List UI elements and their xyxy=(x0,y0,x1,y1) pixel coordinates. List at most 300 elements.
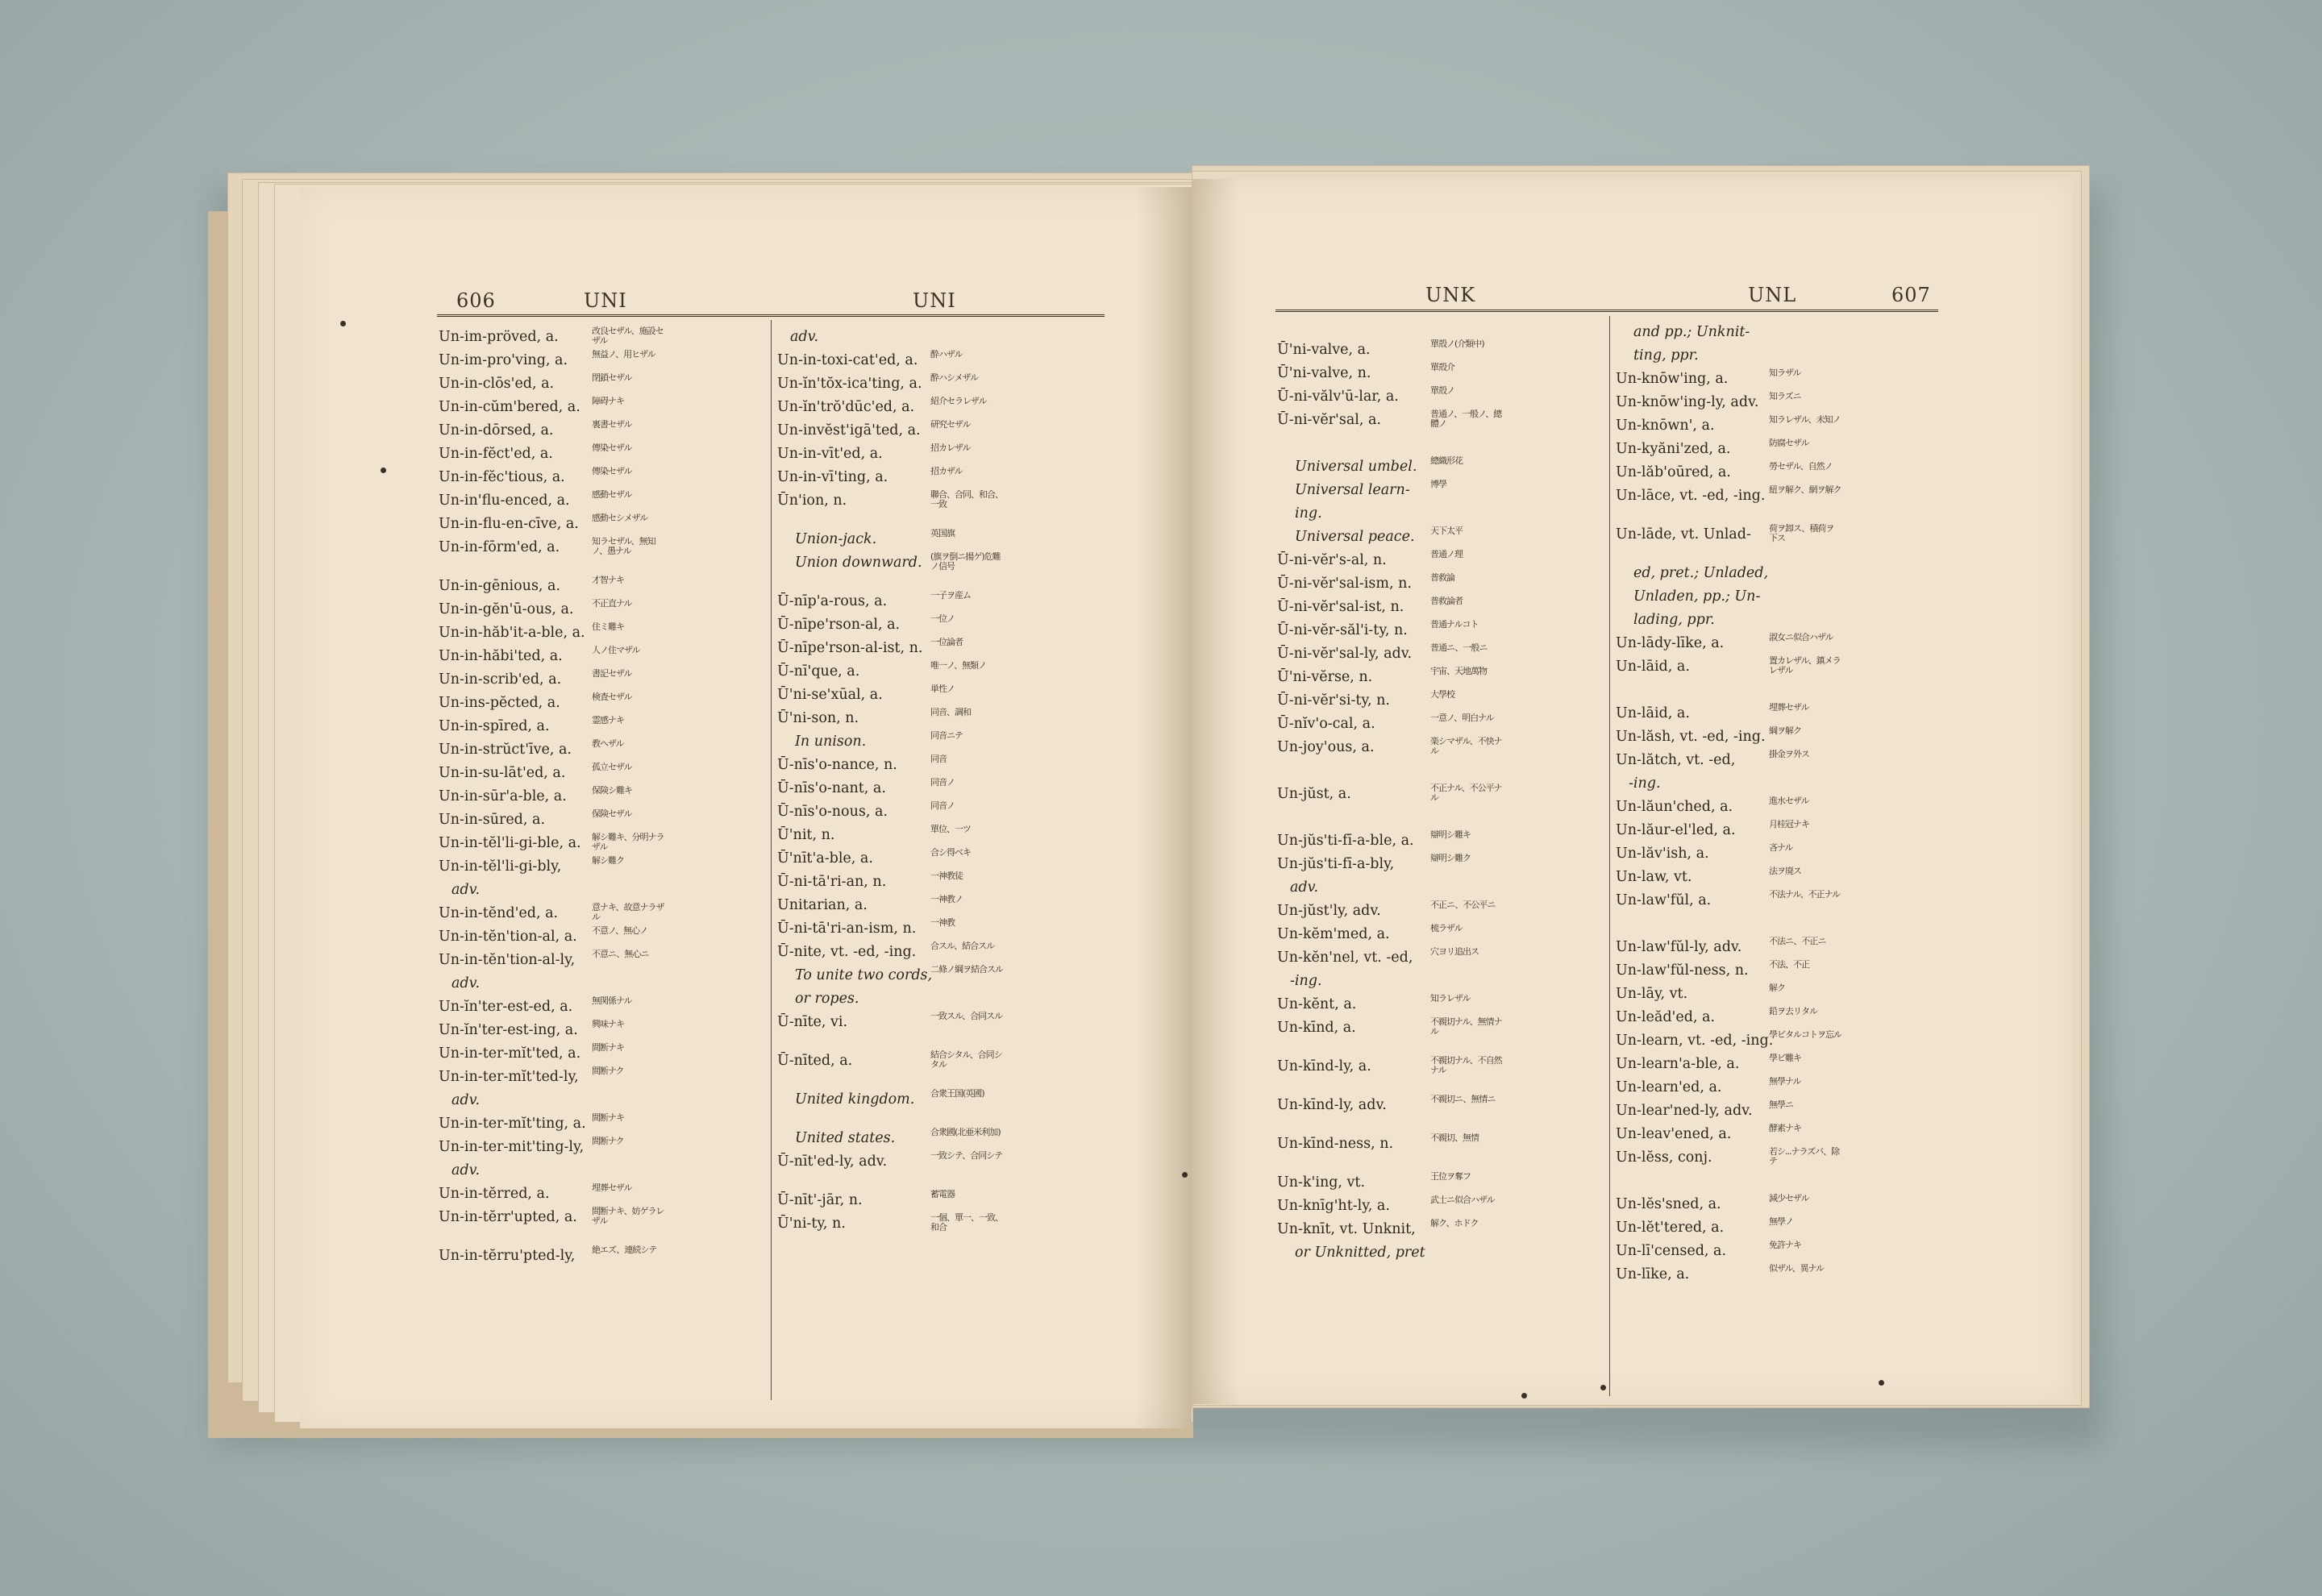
dictionary-entry xyxy=(439,855,764,879)
headword: Ū'nit, n. xyxy=(777,827,835,843)
dictionary-entry xyxy=(1616,414,1941,438)
dictionary-entry xyxy=(1277,970,1603,993)
dictionary-entry xyxy=(1616,344,1941,368)
headword: Ū-nīte, vi. xyxy=(777,1014,848,1030)
dictionary-entry xyxy=(439,1042,764,1066)
dictionary-entry xyxy=(777,917,1103,941)
japanese-gloss: 同音、調和 xyxy=(930,708,971,717)
dictionary-entry xyxy=(777,847,1103,871)
column-divider xyxy=(771,320,772,1400)
dictionary-entry xyxy=(777,871,1103,894)
headword: Ū-nīpe'rson-al-ist, n. xyxy=(777,640,923,656)
dictionary-entry xyxy=(777,800,1103,824)
headword: Un-in-tĕl'li-gi-bly, xyxy=(439,858,562,875)
dictionary-entry xyxy=(439,832,764,855)
dictionary-entry xyxy=(1277,1016,1603,1055)
headword: United kingdom. xyxy=(795,1091,915,1108)
headword: Ū'ni-valve, n. xyxy=(1277,365,1371,381)
headword: Un-in-tĕnd'ed, a. xyxy=(439,905,559,921)
headword: Un-in-hăbi'ted, a. xyxy=(439,648,563,664)
japanese-gloss: 同音ニテ xyxy=(930,731,963,741)
dictionary-entry xyxy=(1277,783,1603,829)
headword: -ing. xyxy=(1290,973,1322,989)
column xyxy=(1277,339,1603,1265)
headword: Un-lăb'oūred, a. xyxy=(1616,464,1731,480)
japanese-gloss: 間断ナク xyxy=(592,1137,624,1146)
japanese-gloss: 改良セザル、施設セザル xyxy=(592,326,664,346)
headword: Un-kīnd, a. xyxy=(1277,1020,1356,1036)
dictionary-entry xyxy=(1616,889,1941,936)
dictionary-entry xyxy=(777,754,1103,777)
japanese-gloss: 單位、一ツ xyxy=(930,825,971,834)
headword: Un-in-ter-mĭt'ting, a. xyxy=(439,1116,586,1132)
japanese-gloss: 研究セザル xyxy=(930,420,971,430)
dictionary-entry xyxy=(1616,819,1941,842)
dictionary-entry xyxy=(1277,1171,1603,1195)
dictionary-entry xyxy=(777,1011,1103,1049)
japanese-gloss: 英国旗 xyxy=(930,529,955,538)
japanese-gloss: 單殻介 xyxy=(1430,363,1454,372)
dictionary-entry xyxy=(1277,385,1603,409)
japanese-gloss: 感動セシメザル xyxy=(592,513,648,523)
headword: Un-lăv'ish, a. xyxy=(1616,846,1709,862)
dictionary-entry xyxy=(439,645,764,668)
headword: Unladen, pp.; Un- xyxy=(1633,588,1761,605)
dictionary-entry xyxy=(439,489,764,513)
japanese-gloss: 學ビタルコトヲ忘ル xyxy=(1769,1030,1841,1040)
japanese-gloss: 知ラズニ xyxy=(1769,392,1801,401)
column xyxy=(1616,321,1941,1302)
japanese-gloss: 減少セザル xyxy=(1769,1194,1809,1203)
headword: Ū-ni-vălv'ū-lar, a. xyxy=(1277,389,1399,405)
dictionary-entry xyxy=(1616,1123,1941,1146)
japanese-gloss: 酵素ナキ xyxy=(1769,1124,1801,1133)
headword: Un-in-ter-mĭt'ted, a. xyxy=(439,1045,581,1062)
japanese-gloss: 教ヘザル xyxy=(592,739,624,749)
dictionary-entry xyxy=(439,575,764,598)
dictionary-entry xyxy=(1277,455,1603,479)
headword: Un-kĕm'med, a. xyxy=(1277,926,1390,942)
japanese-gloss: 同音 xyxy=(930,754,947,764)
headword: Un-learn'a-ble, a. xyxy=(1616,1056,1740,1072)
headword: Un-knōwn', a. xyxy=(1616,418,1715,434)
japanese-gloss: 解ク、ホドク xyxy=(1430,1219,1479,1228)
japanese-gloss: 間断ナキ、妨ゲラレザル xyxy=(592,1207,664,1226)
speck xyxy=(1600,1385,1606,1390)
dictionary-entry xyxy=(439,1019,764,1042)
dictionary-entry xyxy=(439,1089,764,1112)
japanese-gloss: 不法ナル、不正ナル xyxy=(1769,890,1841,900)
headword: Ū'ni-son, n. xyxy=(777,710,859,726)
dictionary-entry xyxy=(1616,1193,1941,1216)
japanese-gloss: 普救論者 xyxy=(1430,596,1463,606)
japanese-gloss: 合衆國(北亜米利加) xyxy=(930,1128,1001,1137)
speck xyxy=(1182,1172,1188,1178)
dictionary-entry xyxy=(1616,1099,1941,1123)
japanese-gloss: 書記セザル xyxy=(592,669,632,679)
dictionary-entry xyxy=(439,785,764,808)
headword: or Unknitted, pret xyxy=(1295,1245,1425,1261)
headword: Ū-nīt'-jār, n. xyxy=(777,1192,863,1208)
japanese-gloss: 埋葬セザル xyxy=(592,1183,632,1193)
dictionary-entry xyxy=(1616,391,1941,414)
japanese-gloss: 紹介セラレザル xyxy=(930,397,987,406)
headword: United states. xyxy=(795,1130,896,1146)
headword: and pp.; Unknit- xyxy=(1633,324,1750,340)
dictionary-entry xyxy=(1616,1263,1941,1302)
dictionary-entry xyxy=(1616,702,1941,725)
headword: ing. xyxy=(1295,505,1322,522)
guide-word-left: UNK xyxy=(1425,284,1476,306)
dictionary-entry xyxy=(1616,772,1941,796)
dictionary-entry xyxy=(777,730,1103,754)
dictionary-entry xyxy=(1277,362,1603,385)
japanese-gloss: 傳染セザル xyxy=(592,467,632,476)
dictionary-entry xyxy=(1616,1006,1941,1029)
japanese-gloss: 不法ニ、不正ニ xyxy=(1769,937,1826,946)
headword: Ū-nī'que, a. xyxy=(777,663,860,680)
dictionary-entry xyxy=(777,372,1103,396)
headword: Ū'nīt'a-ble, a. xyxy=(777,850,873,867)
japanese-gloss: 免許ナキ xyxy=(1769,1241,1801,1250)
japanese-gloss: 間断ナキ xyxy=(592,1113,624,1123)
guide-word-left: UNI xyxy=(584,289,627,312)
japanese-gloss: 王位ヲ奪フ xyxy=(1430,1172,1471,1182)
dictionary-entry xyxy=(777,1088,1103,1127)
japanese-gloss: 單殻ノ(介類中) xyxy=(1430,339,1484,349)
dictionary-entry xyxy=(439,715,764,738)
japanese-gloss: 無関係ナル xyxy=(592,996,632,1006)
dictionary-entry xyxy=(439,1206,764,1245)
headword: Un-lāce, vt. -ed, -ing. xyxy=(1616,488,1766,504)
dictionary-entry xyxy=(1616,632,1941,655)
dictionary-entry xyxy=(1616,655,1941,702)
headword: Ū-ni-tā'ri-an-ism, n. xyxy=(777,921,917,937)
dictionary-entry xyxy=(439,466,764,489)
japanese-gloss: 無學ニ xyxy=(1769,1100,1793,1110)
japanese-gloss: 武士ニ似合ハザル xyxy=(1430,1195,1495,1205)
headword: Ū-ni-vĕr'sal-ist, n. xyxy=(1277,599,1404,615)
japanese-gloss: 間断ナク xyxy=(592,1066,624,1076)
headword: adv. xyxy=(1290,879,1319,896)
japanese-gloss: 単性ノ xyxy=(930,684,955,694)
headword: Ū-nīt'ed-ly, adv. xyxy=(777,1153,888,1170)
japanese-gloss: 合衆王国(英國) xyxy=(930,1089,984,1099)
headword: Un-lādy-līke, a. xyxy=(1616,635,1725,651)
japanese-gloss: 吝ナル xyxy=(1769,843,1793,853)
dictionary-entry xyxy=(1277,876,1603,900)
headword: Un-ĭn'ter-est-ing, a. xyxy=(439,1022,578,1038)
dictionary-entry xyxy=(1277,619,1603,642)
page-number: 607 xyxy=(1891,284,1931,306)
japanese-gloss: 蓄電器 xyxy=(930,1190,955,1199)
dictionary-entry xyxy=(1277,572,1603,596)
dictionary-entry xyxy=(439,349,764,372)
japanese-gloss: 天下太平 xyxy=(1430,526,1463,536)
headword: Union downward. xyxy=(795,555,922,571)
dictionary-entry xyxy=(777,1189,1103,1212)
japanese-gloss: 掛金ヲ外ス xyxy=(1769,750,1809,759)
dictionary-entry xyxy=(1616,368,1941,391)
guide-word-right: UNI xyxy=(913,289,956,312)
japanese-gloss: 孤立セザル xyxy=(592,763,632,772)
headword: Universal peace. xyxy=(1295,529,1415,545)
headword: Un-lătch, vt. -ed, xyxy=(1616,752,1736,768)
japanese-gloss: 鉛ヲ去リタル xyxy=(1769,1007,1817,1016)
headword: Un-kīnd-ly, a. xyxy=(1277,1058,1371,1074)
dictionary-entry xyxy=(1277,713,1603,736)
dictionary-entry xyxy=(1616,983,1941,1006)
dictionary-entry xyxy=(439,879,764,902)
headword: Un-in-spīred, a. xyxy=(439,718,550,734)
japanese-gloss: 保険シ難キ xyxy=(592,786,632,796)
japanese-gloss: 博學 xyxy=(1430,480,1446,489)
dictionary-entry xyxy=(439,1066,764,1089)
headword: Ū-ni-vĕr'si-ty, n. xyxy=(1277,692,1390,709)
japanese-gloss: 普通ニ、一般ニ xyxy=(1430,643,1488,653)
dictionary-entry xyxy=(777,349,1103,372)
dictionary-entry xyxy=(777,489,1103,528)
dictionary-entry xyxy=(777,1212,1103,1236)
headword: Un-lāy, vt. xyxy=(1616,986,1688,1002)
japanese-gloss: 似ザル、異ナル xyxy=(1769,1264,1825,1274)
headword: Un-in-sūred, a. xyxy=(439,812,546,828)
column xyxy=(439,326,764,1268)
header-rule xyxy=(1275,310,1938,312)
speck xyxy=(1879,1380,1884,1386)
headword: Un-in-clōs'ed, a. xyxy=(439,376,555,392)
dictionary-entry xyxy=(1277,479,1603,502)
dictionary-entry xyxy=(1616,866,1941,889)
dictionary-entry xyxy=(777,824,1103,847)
dictionary-entry xyxy=(439,536,764,575)
headword: Un-in-gĕn'ū-ous, a. xyxy=(439,601,574,617)
dictionary-entry xyxy=(1616,484,1941,523)
japanese-gloss: 不親切、無情 xyxy=(1430,1133,1479,1143)
dictionary-entry xyxy=(777,443,1103,466)
japanese-gloss: 月桂冠ナキ xyxy=(1769,820,1809,829)
headword: Ū'ni-vĕrse, n. xyxy=(1277,669,1373,685)
japanese-gloss: 一位ノ xyxy=(930,614,955,624)
headword: Un-jŭs'ti-fī-a-bly, xyxy=(1277,856,1395,872)
dictionary-entry xyxy=(1277,642,1603,666)
headword: Un-learn, vt. -ed, -ing. xyxy=(1616,1033,1774,1049)
headword: Ūn'ion, n. xyxy=(777,493,847,509)
japanese-gloss: 一意ノ、明白ナル xyxy=(1430,713,1494,723)
dictionary-entry xyxy=(1616,523,1941,562)
gutter-shadow xyxy=(1135,187,1192,1428)
headword: Un-leăd'ed, a. xyxy=(1616,1009,1716,1025)
dictionary-entry xyxy=(777,987,1103,1011)
headword: Un-in-tĕn'tion-al, a. xyxy=(439,929,577,945)
japanese-gloss: 同音ノ xyxy=(930,778,955,788)
headword: Un-learn'ed, a. xyxy=(1616,1079,1722,1095)
headword: Un-līke, a. xyxy=(1616,1266,1690,1282)
headword: -ing. xyxy=(1629,775,1661,792)
dictionary-entry xyxy=(439,995,764,1019)
japanese-gloss: 一神教ノ xyxy=(930,895,963,904)
dictionary-entry xyxy=(777,707,1103,730)
japanese-gloss: 單殻ノ xyxy=(1430,386,1454,396)
headword: Universal learn- xyxy=(1295,482,1410,498)
headword: Ū-ni-vĕr'sal-ism, n. xyxy=(1277,576,1412,592)
dictionary-entry xyxy=(439,1245,764,1268)
headword: ed, pret.; Unladed, xyxy=(1633,565,1769,581)
dictionary-entry xyxy=(439,902,764,925)
headword: ting, ppr. xyxy=(1633,347,1699,364)
dictionary-entry xyxy=(439,443,764,466)
dictionary-entry xyxy=(1616,842,1941,866)
japanese-gloss: 絶エズ、連続シテ xyxy=(592,1245,657,1255)
dictionary-entry xyxy=(777,613,1103,637)
japanese-gloss: 住ミ難キ xyxy=(592,622,624,632)
dictionary-entry xyxy=(439,419,764,443)
japanese-gloss: 障碍ナキ xyxy=(592,397,624,406)
japanese-gloss: 勞セザル、自然ノ xyxy=(1769,462,1833,472)
japanese-gloss: 不正ナル、不公平ナル xyxy=(1430,783,1502,803)
dictionary-entry xyxy=(777,1150,1103,1189)
headword: adv. xyxy=(452,1092,481,1108)
headword: Un-in-sūr'a-ble, a. xyxy=(439,788,567,804)
headword: Un-knīt, vt. Unknit, xyxy=(1277,1221,1416,1237)
dictionary-entry xyxy=(1616,438,1941,461)
headword: Un-leav'ened, a. xyxy=(1616,1126,1732,1142)
japanese-gloss: 霊感ナキ xyxy=(592,716,624,725)
headword: adv. xyxy=(452,882,481,898)
headword: To unite two cords, xyxy=(795,967,933,983)
headword: Un-in-vī'ting, a. xyxy=(777,469,888,485)
dictionary-entry xyxy=(777,590,1103,613)
dictionary-entry xyxy=(439,1159,764,1182)
dictionary-entry xyxy=(1616,1240,1941,1263)
headword: Ū-nīpe'rson-al, a. xyxy=(777,617,901,633)
headword: Un-kīnd-ly, adv. xyxy=(1277,1097,1387,1113)
dictionary-entry xyxy=(439,692,764,715)
dictionary-entry xyxy=(1277,409,1603,455)
japanese-gloss: 不法、不正 xyxy=(1769,960,1809,970)
headword: Ū-nĭv'o-cal, a. xyxy=(1277,716,1375,732)
japanese-gloss: 不親切ナル、不自然ナル xyxy=(1430,1056,1502,1075)
dictionary-entry xyxy=(1616,609,1941,632)
dictionary-entry xyxy=(439,513,764,536)
japanese-gloss: 解ク xyxy=(1769,983,1785,993)
dictionary-entry xyxy=(1616,936,1941,959)
headword: Union-jack. xyxy=(795,531,877,547)
dictionary-entry xyxy=(777,466,1103,489)
japanese-gloss: 人ノ住マザル xyxy=(592,646,640,655)
dictionary-entry xyxy=(439,925,764,949)
headword: Ū-ni-vĕr'sal, a. xyxy=(1277,412,1381,428)
headword: Un-lăur-el'led, a. xyxy=(1616,822,1736,838)
dictionary-entry xyxy=(1277,900,1603,923)
headword: Un-lăsh, vt. -ed, -ing. xyxy=(1616,729,1766,745)
headword: In unison. xyxy=(795,734,867,750)
headword: Un-in-cŭm'bered, a. xyxy=(439,399,580,415)
headword: lading, ppr. xyxy=(1633,612,1715,628)
headword: Un-lear'ned-ly, adv. xyxy=(1616,1103,1753,1119)
japanese-gloss: 無益ノ、用ヒザル xyxy=(592,350,655,360)
dictionary-entry xyxy=(1277,596,1603,619)
headword: Un-lăun'ched, a. xyxy=(1616,799,1733,815)
headword: Un-ĭn'ter-est-ed, a. xyxy=(439,999,573,1015)
dictionary-entry xyxy=(777,777,1103,800)
dictionary-entry xyxy=(439,598,764,621)
dictionary-entry xyxy=(777,419,1103,443)
headword: Unitarian, a. xyxy=(777,897,868,913)
dictionary-entry xyxy=(777,528,1103,551)
page-number: 606 xyxy=(456,289,496,312)
dictionary-entry xyxy=(777,941,1103,964)
dictionary-entry xyxy=(439,1136,764,1159)
dictionary-entry xyxy=(1277,1218,1603,1241)
headword: Un-in-fĕct'ed, a. xyxy=(439,446,553,462)
japanese-gloss: 裏書セザル xyxy=(592,420,632,430)
headword: Un-in-tĕrru'pted-ly, xyxy=(439,1248,576,1264)
headword: Ū-ni-tā'ri-an, n. xyxy=(777,874,887,890)
dictionary-entry xyxy=(777,637,1103,660)
headword: Un-joy'ous, a. xyxy=(1277,739,1375,755)
headword: Ū-nīs'o-nant, a. xyxy=(777,780,886,796)
japanese-gloss: 紐ヲ解ク、網ヲ解ク xyxy=(1769,485,1841,495)
headword: Un-lĕss, conj. xyxy=(1616,1149,1712,1166)
headword: Un-kyăni'zed, a. xyxy=(1616,441,1731,457)
dictionary-entry xyxy=(1616,1076,1941,1099)
headword: Un-knōw'ing, a. xyxy=(1616,371,1729,387)
headword: Un-jŭs'ti-fī-a-ble, a. xyxy=(1277,833,1414,849)
headword: Ū-ni-vĕr'sal-ly, adv. xyxy=(1277,646,1413,662)
dictionary-entry xyxy=(1277,736,1603,783)
headword: Ū-nīs'o-nance, n. xyxy=(777,757,897,773)
japanese-gloss: 検査セザル xyxy=(592,692,632,702)
headword: Un-lāid, a. xyxy=(1616,659,1690,675)
dictionary-entry xyxy=(1277,666,1603,689)
headword: Un-kīnd-ness, n. xyxy=(1277,1136,1394,1152)
japanese-gloss: 一致シテ、合同シテ xyxy=(930,1151,1003,1161)
dictionary-entry xyxy=(439,1182,764,1206)
dictionary-entry xyxy=(439,738,764,762)
headword: Un-in-su-lāt'ed, a. xyxy=(439,765,566,781)
japanese-gloss: 辯明シ難キ xyxy=(1430,830,1471,840)
headword: adv. xyxy=(452,1162,481,1178)
japanese-gloss: 一致スル、合同スル xyxy=(930,1012,1003,1021)
japanese-gloss: 才智ナキ xyxy=(592,576,624,585)
headword: Un-jŭst'ly, adv. xyxy=(1277,903,1381,919)
dictionary-entry xyxy=(1277,993,1603,1016)
japanese-gloss: 保険セザル xyxy=(592,809,632,819)
dictionary-entry xyxy=(439,972,764,995)
dictionary-entry xyxy=(439,396,764,419)
column-divider xyxy=(1609,316,1610,1396)
japanese-gloss: 結合シタル、合同シタル xyxy=(930,1050,1002,1070)
japanese-gloss: 不正ニ、不公平ニ xyxy=(1430,900,1496,910)
dictionary-entry xyxy=(777,894,1103,917)
japanese-gloss: 置カレザル、鎮メラレザル xyxy=(1769,656,1841,675)
japanese-gloss: 大學校 xyxy=(1430,690,1454,700)
japanese-gloss: 梳ラザル xyxy=(1430,924,1463,933)
headword: Un-in-tĕrred, a. xyxy=(439,1186,550,1202)
japanese-gloss: 一個、單一、一致、和合 xyxy=(930,1213,1003,1232)
japanese-gloss: 傳染セザル xyxy=(592,443,632,453)
headword: Ū-nīted, a. xyxy=(777,1053,853,1069)
japanese-gloss: 學ビ難キ xyxy=(1769,1054,1801,1063)
headword: Un-k'ing, vt. xyxy=(1277,1174,1366,1191)
headword: Un-ĭn'tŏx-ica'ting, a. xyxy=(777,376,922,392)
speck xyxy=(381,468,386,473)
dictionary-entry xyxy=(1616,1053,1941,1076)
dictionary-entry xyxy=(1277,923,1603,946)
speck xyxy=(340,321,346,326)
japanese-gloss: 不正直ナル xyxy=(592,599,632,609)
